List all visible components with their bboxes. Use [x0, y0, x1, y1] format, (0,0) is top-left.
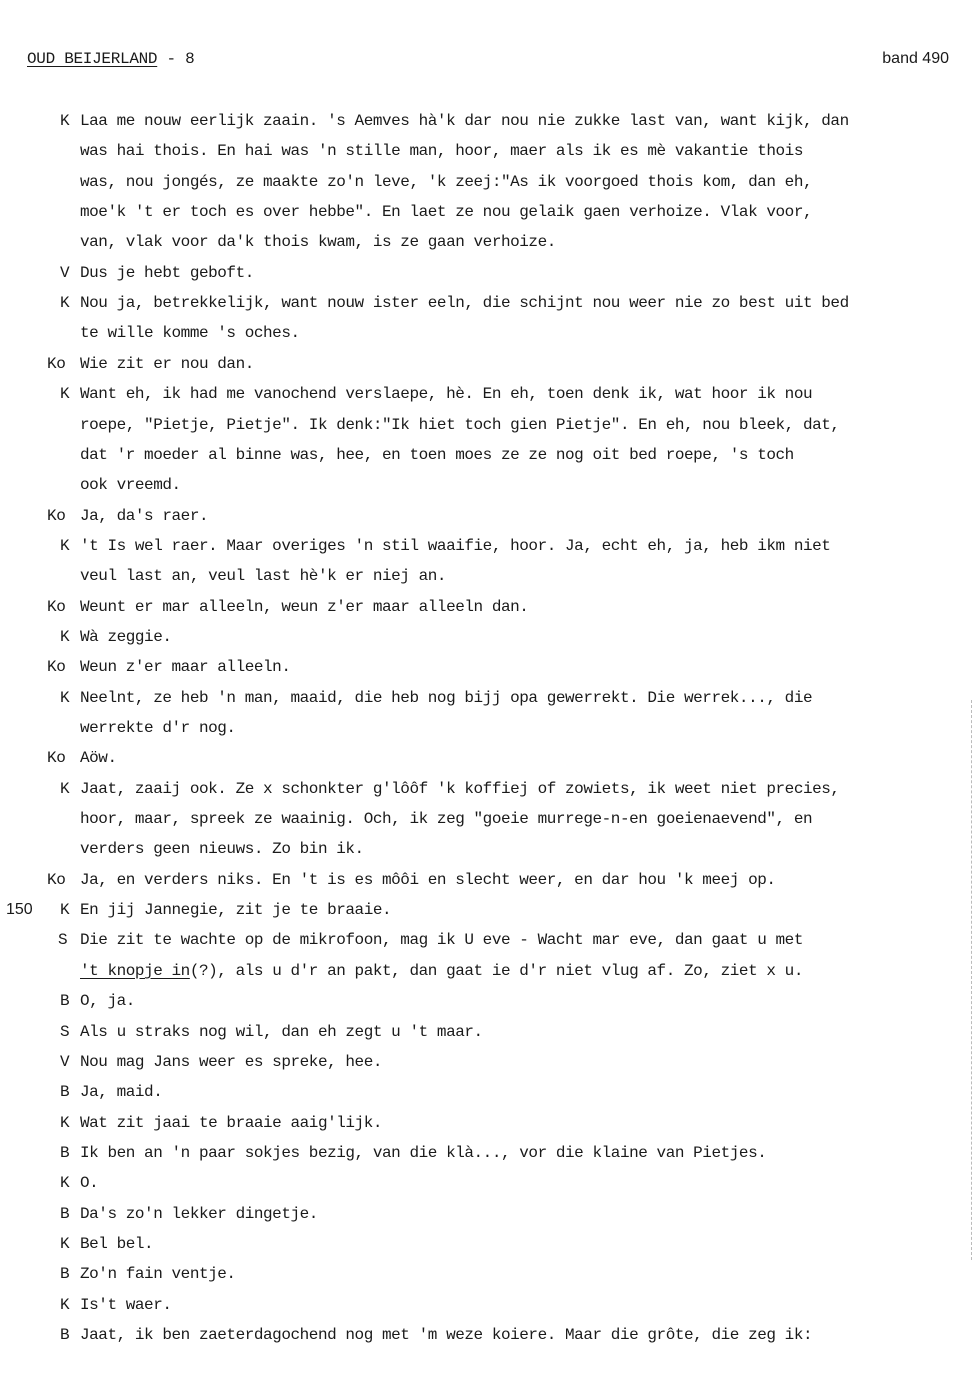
transcript-line: veul last an, veul last hè'k er niej an.	[80, 567, 447, 586]
transcript-line: En jij Jannegie, zit je te braaie.	[80, 901, 392, 920]
page-header-left	[27, 50, 194, 68]
speaker-label: K	[60, 1174, 70, 1193]
transcript-line: Aöw.	[80, 749, 117, 768]
transcript-line: Wie zit er nou dan.	[80, 354, 254, 373]
speaker-label: Ko	[47, 870, 66, 889]
speaker-label: S	[60, 1022, 70, 1041]
speaker-label: K	[60, 112, 70, 130]
underlined-phrase: 't knopje in	[80, 961, 190, 980]
transcript-line: moe'k 't er toch es over hebbe". En laet ze nou gelaik gaen verhoize. Vlak voor,	[80, 203, 813, 222]
transcript-line: werrekte d'r nog.	[80, 719, 236, 737]
speaker-label: K	[60, 688, 70, 707]
transcript-line: O.	[80, 1174, 99, 1193]
speaker-label: V	[60, 263, 70, 282]
transcript-line: Ik ben an 'n paar sokjes bezig, van die klà..., vor die klaine van Pietjes.	[80, 1143, 767, 1162]
transcript-line: Laa me nouw eerlijk zaain. 's Aemves hà'k dar nou nie zukke last van, want kijk, dan	[80, 112, 849, 130]
transcript-line: Nou ja, betrekkelijk, want nouw ister eeln, die schijnt nou weer nie zo best uit bed	[80, 294, 849, 313]
speaker-label: K	[60, 1295, 70, 1314]
document-title: OUD BEIJERLAND	[27, 50, 158, 68]
transcript-line: Wà zeggie.	[80, 627, 172, 646]
line-continuation: (?), als u d'r an pakt, dan gaat ie d'r niet vlug af. Zo, ziet x u.	[189, 961, 803, 980]
transcript-line: Ja, en verders niks. En 't is es môôi en slecht weer, en dar hou 'k meej op.	[80, 870, 776, 889]
speaker-label: K	[60, 536, 70, 555]
speaker-label: Ko	[47, 749, 66, 768]
speaker-label: K	[60, 901, 70, 920]
page-number: - 8	[157, 50, 195, 68]
transcript-line: dat 'r moeder al binne was, hee, en toen moes ze ze nog oit bed roepe, 's toch	[80, 445, 794, 464]
transcript-line: ook vreemd.	[80, 476, 181, 495]
transcript-line	[80, 962, 803, 980]
transcript-line: roepe, "Pietje, Pietje". Ik denk:"Ik hiet toch gien Pietje". En eh, nou bleek, dat,	[80, 415, 840, 434]
speaker-label: B	[60, 1143, 70, 1162]
transcript-line: hoor, maar, spreek ze waainig. Och, ik zeg "goeie murrege-n-en goeienaevend", en	[80, 810, 813, 829]
transcript-line: Weun z'er maar alleeln.	[80, 658, 291, 677]
speaker-label: Ko	[47, 506, 66, 525]
transcript-line: Zo'n fain ventje.	[80, 1265, 236, 1284]
speaker-label: B	[60, 1326, 70, 1344]
speaker-label: K	[60, 294, 70, 313]
transcript-line: te wille komme 's oches.	[80, 324, 300, 343]
speaker-label: K	[60, 385, 70, 404]
speaker-label: B	[60, 1204, 70, 1223]
transcript-line: Nou mag Jans weer es spreke, hee.	[80, 1052, 383, 1071]
transcript-line: Da's zo'n lekker dingetje.	[80, 1204, 318, 1223]
transcript-line: Is't waer.	[80, 1295, 172, 1314]
speaker-label: K	[60, 779, 70, 798]
speaker-label: V	[60, 1052, 70, 1071]
transcript-line: Jaat, zaaij ook. Ze x schonkter g'lôôf 'k koffiej of zowiets, ik weet niet precies,	[80, 779, 840, 798]
margin-counter: 150	[6, 901, 33, 919]
tape-number: band 490	[882, 50, 949, 67]
transcript-line: Dus je hebt geboft.	[80, 263, 254, 282]
speaker-label: K	[60, 627, 70, 646]
speaker-label: Ko	[47, 597, 66, 616]
speaker-label: B	[60, 1265, 70, 1284]
transcript-line: 't Is wel raer. Maar overiges 'n stil waaifie, hoor. Ja, echt eh, ja, heb ikm niet	[80, 536, 831, 555]
transcript-line: van, vlak voor da'k thois kwam, is ze gaan verhoize.	[80, 233, 556, 252]
transcript-line: Jaat, ik ben zaeterdagochend nog met 'm weze koiere. Maar die grôte, die zeg ik:	[80, 1326, 813, 1344]
transcript-line: Bel bel.	[80, 1234, 154, 1253]
transcript-line: Want eh, ik had me vanochend verslaepe, hè. En eh, toen denk ik, wat hoor ik nou	[80, 385, 813, 404]
speaker-label: Ko	[47, 658, 66, 677]
speaker-label: K	[60, 1113, 70, 1132]
transcript-line: Ja, da's raer.	[80, 506, 209, 525]
transcript-line: Ja, maid.	[80, 1083, 163, 1102]
transcript-line: verders geen nieuws. Zo bin ik.	[80, 840, 364, 859]
speaker-label: S	[58, 931, 68, 950]
transcript-line: Neelnt, ze heb 'n man, maaid, die heb nog bijj opa gewerrekt. Die werrek..., die	[80, 688, 813, 707]
transcript-line: was, nou jongés, ze maakte zo'n leve, 'k zeej:"As ik voorgoed thois kom, dan eh,	[80, 172, 813, 191]
transcript-line: Als u straks nog wil, dan eh zegt u 't maar.	[80, 1022, 483, 1041]
speaker-label: B	[60, 1083, 70, 1102]
speaker-label: Ko	[47, 354, 66, 373]
speaker-label: K	[60, 1234, 70, 1253]
transcript-line: O, ja.	[80, 992, 135, 1011]
page-edge-mark	[971, 700, 973, 1260]
transcript-line: Die zit te wachte op de mikrofoon, mag ik U eve - Wacht mar eve, dan gaat u met	[80, 931, 803, 950]
transcript-line: Wat zit jaai te braaie aaig'lijk.	[80, 1113, 383, 1132]
transcript-line: Weunt er mar alleeln, weun z'er maar alleeln dan.	[80, 597, 529, 616]
transcript-line: was hai thois. En hai was 'n stille man, hoor, maer als ik es mè vakantie thois	[80, 142, 803, 161]
speaker-label: B	[60, 992, 70, 1011]
